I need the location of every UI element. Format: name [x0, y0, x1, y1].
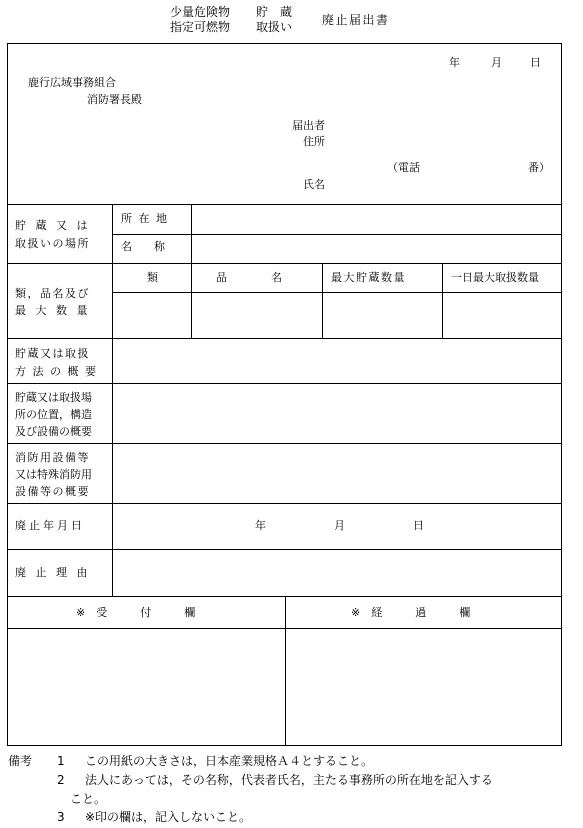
method-field[interactable] — [113, 339, 561, 382]
firefighting-label-2: 又は特殊消防用 — [15, 468, 92, 481]
daily-max-field[interactable] — [443, 293, 561, 337]
phone-open: （電話 — [387, 161, 420, 174]
location-name-label: 名 称 — [121, 240, 165, 253]
col-max-storage-header: 最大貯蔵数量 — [331, 271, 406, 284]
note-text: この用紙の大きさは，日本産業規格Ａ４とすること。 — [85, 754, 374, 768]
location-label-2: 取扱いの場所 — [15, 237, 90, 250]
max-storage-field[interactable] — [323, 293, 441, 337]
col-class-header: 類 — [147, 271, 158, 284]
facility-field[interactable] — [113, 384, 561, 442]
phone-close: 番） — [528, 161, 550, 174]
location-address-label: 所 在 地 — [121, 212, 169, 225]
note-number: 2 — [57, 773, 65, 787]
abolish-date-field[interactable] — [113, 504, 561, 548]
facility-label-1: 貯蔵又は取扱場 — [15, 391, 92, 404]
name-label: 氏名 — [303, 178, 325, 191]
class-field[interactable] — [113, 293, 190, 337]
reception-label: ※ 受 付 欄 — [76, 606, 196, 619]
firefighting-field[interactable] — [113, 444, 561, 502]
abolish-reason-field[interactable] — [113, 550, 561, 595]
abolish-day: 日 — [413, 519, 424, 532]
location-address-field[interactable] — [192, 205, 561, 233]
facility-label-3: 及び設備の概要 — [15, 425, 92, 438]
notes-heading: 備考 — [8, 754, 33, 768]
note-text: 法人にあっては，その名称，代表者氏名，主たる事務所の所在地を記入する — [85, 773, 493, 787]
location-label-1: 貯 蔵 又 は — [15, 219, 91, 232]
abolish-year: 年 — [255, 519, 266, 532]
progress-area — [286, 629, 561, 745]
addressee-org: 鹿行広域事務組合 — [28, 76, 116, 89]
title-line2-mid: 取扱い — [256, 20, 293, 34]
progress-label: ※ 経 過 欄 — [351, 606, 471, 619]
title-right: 廃止届出書 — [322, 13, 390, 27]
address-label: 住所 — [303, 135, 325, 148]
note-number: 1 — [57, 754, 65, 768]
location-name-field[interactable] — [192, 235, 561, 262]
col-item-header: 品 名 — [216, 271, 282, 284]
date-month: 月 — [491, 56, 502, 69]
submitter-label: 届出者 — [292, 119, 325, 132]
abolish-month: 月 — [334, 519, 345, 532]
date-day: 日 — [530, 56, 541, 69]
abolish-date-label: 廃止年月日 — [15, 519, 85, 532]
firefighting-label-1: 消防用設備等 — [15, 451, 90, 464]
addressee-title: 消防署長殿 — [87, 93, 142, 106]
title-line1-left: 少量危険物 — [170, 5, 231, 19]
method-label-2: 方 法 の 概 要 — [15, 365, 98, 378]
items-label-1: 類，品名及び — [15, 287, 90, 300]
item-name-field[interactable] — [192, 293, 321, 337]
abolish-reason-label: 廃 止 理 由 — [15, 566, 91, 579]
title-line2-left: 指定可燃物 — [170, 20, 231, 34]
note-text: ※印の欄は，記入しないこと。 — [85, 810, 252, 824]
items-label-2: 最 大 数 量 — [15, 304, 91, 317]
date-year: 年 — [449, 56, 460, 69]
method-label-1: 貯蔵又は取扱 — [15, 347, 90, 360]
note-number: 3 — [57, 810, 65, 824]
facility-label-2: 所の位置，構造 — [15, 408, 92, 421]
note-text: こと。 — [70, 792, 107, 806]
reception-area — [8, 629, 284, 745]
divider — [7, 263, 562, 264]
firefighting-label-3: 設備等の概要 — [15, 485, 90, 498]
col-daily-max-header: 一日最大取扱数量 — [451, 271, 539, 284]
title-line1-mid: 貯 蔵 — [256, 5, 293, 19]
